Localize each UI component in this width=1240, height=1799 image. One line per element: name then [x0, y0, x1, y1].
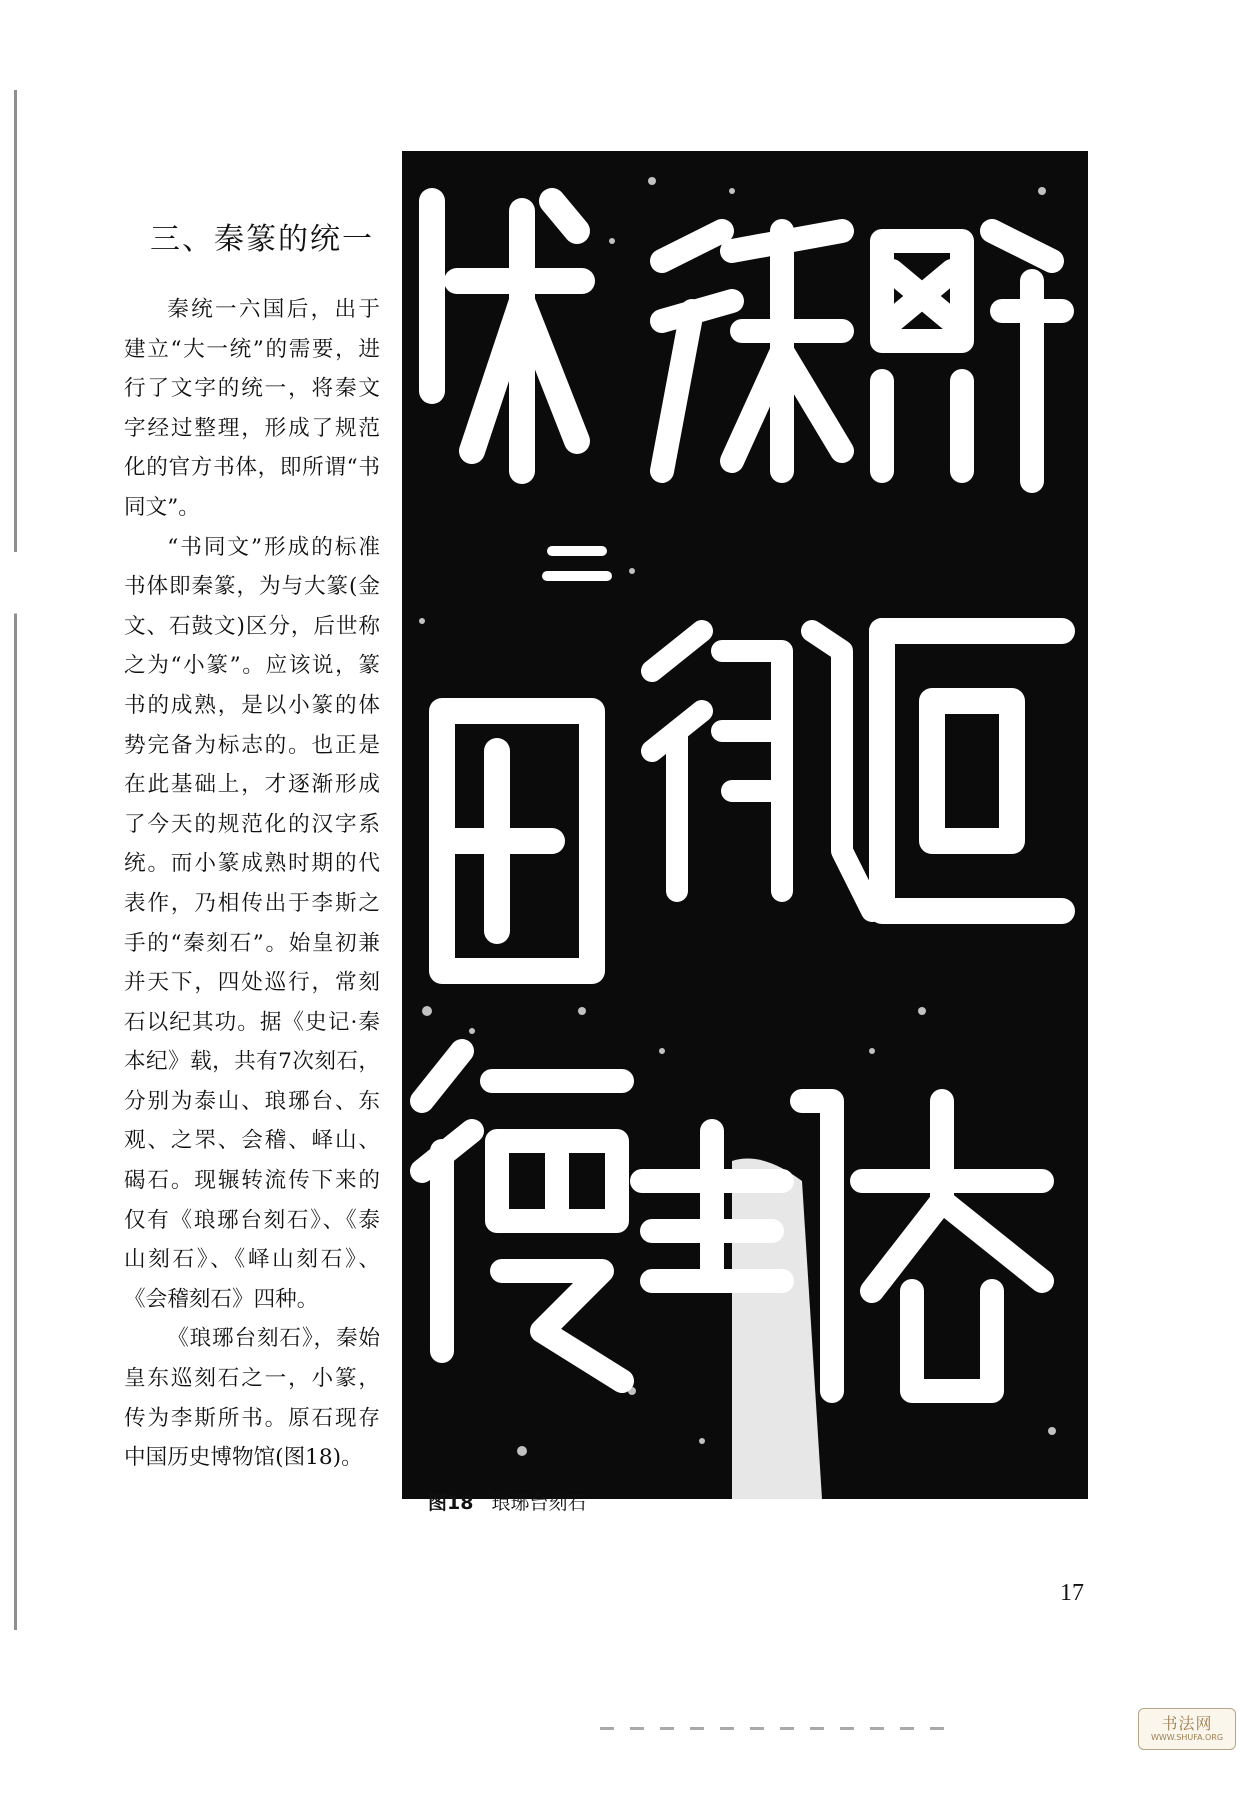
- paragraph-3: 《琅琊台刻石》，秦始皇东巡刻石之一，小篆，传为李斯所书。原石现存中国历史博物馆(图18)。: [124, 1326, 380, 1471]
- watermark-url: WWW.SHUFA.ORG: [1150, 1733, 1224, 1742]
- site-watermark-logo: [1138, 1708, 1236, 1750]
- figure-caption: [428, 1488, 586, 1515]
- figure-caption-text: 琅琊台刻石: [491, 1492, 587, 1514]
- page-number: 17: [1060, 1580, 1084, 1606]
- body-text: [124, 290, 380, 1478]
- watermark-text: 书法网: [1161, 1714, 1213, 1733]
- stone-rubbing-image: [402, 151, 1088, 1649]
- paragraph-1: 秦统一六国后，出于建立“大一统”的需要，进行了文字的统一，将秦文字经过整理，形成了规范化的官方书体，即所谓“书同文”。: [124, 297, 380, 520]
- scan-bottom-marks: [600, 1727, 960, 1730]
- scan-edge-mark: [14, 90, 17, 1630]
- figure-number: 图18: [428, 1492, 474, 1514]
- section-title: 三、秦篆的统一: [150, 222, 374, 257]
- stone-rubbing-figure: [402, 151, 1088, 1799]
- paragraph-2: “书同文”形成的标准书体即秦篆，为与大篆(金文、石鼓文)区分，后世称之为“小篆”。应该说，篆书的成熟，是以小篆的体势完备为标志的。也正是在此基础上，才逐渐形成了今天的规范化的汉字系统。而小篆成熟时期的代表作，乃相传出于李斯之手的“秦刻石”。始皇初兼并天下，四处巡行，常刻石以纪其功。据《史记·秦本纪》载，共有7次刻石，分别为泰山、琅琊台、东观、之罘、会稽、峄山、碣石。现辗转流传下来的仅有《琅琊台刻石》、《泰山刻石》、《峄山刻石》、《会稽刻石》四种。: [124, 534, 380, 1312]
